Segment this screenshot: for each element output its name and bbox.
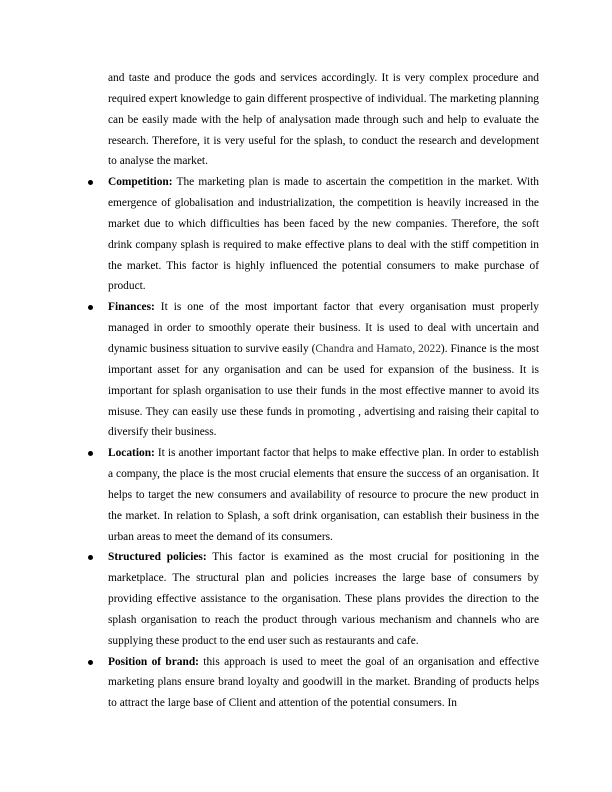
bullet-paragraph [108,443,539,547]
bullet-term: Location: [108,447,155,460]
bullet-text: It is one of the most important factor that every organisation must properly managed in order to smoothly operate their business. It is used to deal with uncertain and dynamic business situation to survive easily ( [108,301,539,355]
bullet-paragraph [108,547,539,651]
bullet-term: Finances: [108,301,155,314]
bullet-term: Position of brand: [108,655,199,668]
bullet-text: this approach is used to meet the goal of an organisation and effective marketing plans ensure brand loyalty and goodwill in the market. Branding of products helps to attract the large base of Client and attention of the potential consumers. In [108,655,539,710]
bullet-text: The marketing plan is made to ascertain the competition in the market. With emergence of globalisation and industrialization, the competition is heavily increased in the market due to which difficulties has been faced by the new companies. Therefore, the soft drink company splash is required to make effective plans to deal with the stiff competition in the market. This factor is highly influenced the potential consumers to make purchase of product. [108,176,539,293]
citation: Chandra and Hamato, 2022 [315,342,441,355]
bullet-text: ). Finance is the most important asset for any organisation and can be used for expansion of the business. It is important for splash organisation to use their funds in the most effective manner to avoid its misuse. They can easily use these funds in promoting , advertising and raising their capital to diversify their business. [108,342,539,439]
bullet-item-competition [108,172,539,297]
bullet-paragraph [108,172,539,297]
intro-paragraph: and taste and produce the gods and services accordingly. It is very complex procedure and required expert knowledge to gain different prospective of individual. The marketing planning can be easily made with the help of analysation made through such and help to evaluate the research. Therefore, it is very useful for the splash, to conduct the research and development to analyse the market. [108,72,539,168]
bullet-item-location [108,443,539,547]
bullet-text: This factor is examined as the most crucial for positioning in the marketplace. The structural plan and policies increases the large base of consumers by providing effective assistance to the organisation. These plans provides the direction to the splash organisation to reach the product through various mechanism and channels who are supplying these product to the end user such as restaurants and cafe. [108,551,539,647]
bullet-text: It is another important factor that helps to make effective plan. In order to establish a company, the place is the most crucial elements that ensure the success of an organisation. It helps to target the new consumers and availability of resource to procure the new product in the market. In relation to Splash, a soft drink organisation, can establish their business in the urban areas to meet the demand of its consumers. [108,447,539,543]
bullet-paragraph [108,652,539,715]
document-body [108,68,539,714]
bullet-term: Competition: [108,176,173,189]
bullet-term: Structured policies: [108,551,207,564]
bullet-item-position-of-brand [108,652,539,715]
bullet-item-finances [108,297,539,443]
bullet-item-structured-policies [108,547,539,651]
bullet-paragraph [108,297,539,443]
